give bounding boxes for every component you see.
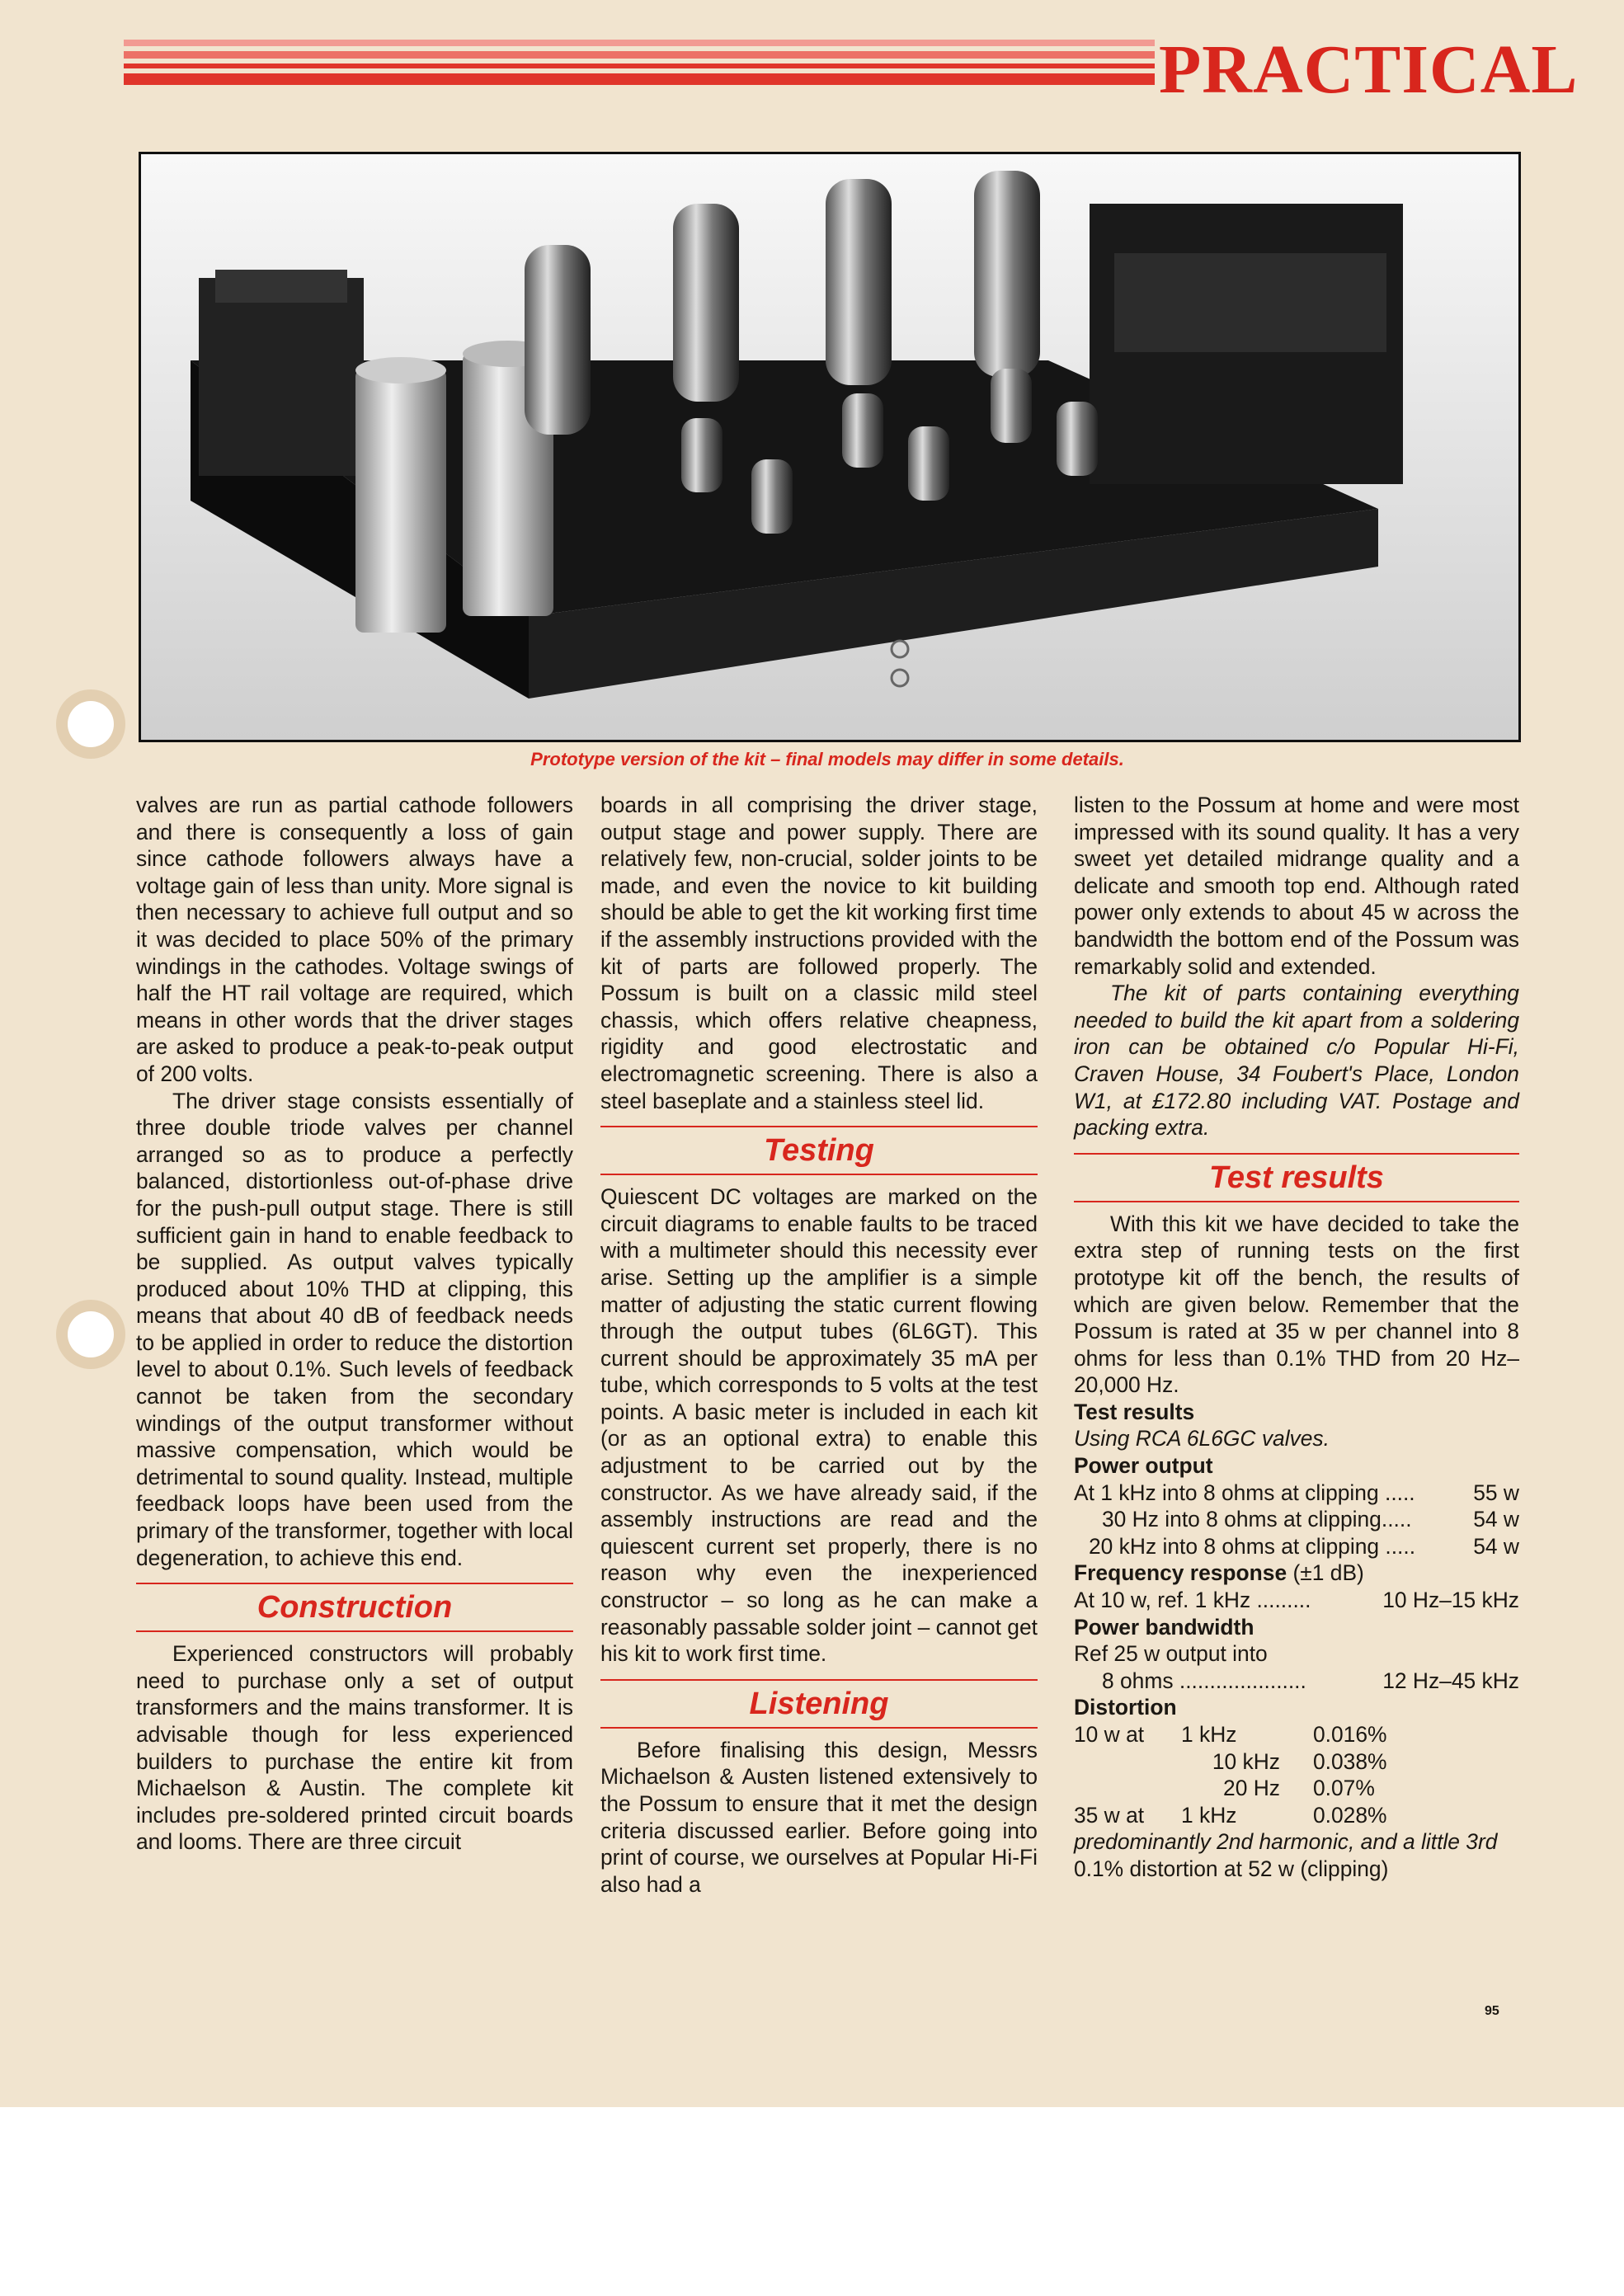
- col1-paragraph-3: Experienced constructors will probably need to purchase only a set of output transformers and the mains transformer. It is advisable though for less experienced builders to purchase the entire kit from Michaelson & Austin. The complete kit includes pre-soldered printed circuit boards and looms. There are three circuit: [136, 1641, 573, 1855]
- column-3: [1074, 792, 1519, 1883]
- distortion-frequency: 1 kHz: [1181, 1722, 1237, 1747]
- heading-listening: Listening: [749, 1686, 889, 1721]
- heading-construction: Construction: [257, 1590, 453, 1626]
- frequency-response-row: [1074, 1587, 1519, 1614]
- section-heading-listening: [600, 1679, 1038, 1729]
- distortion-frequency: 10 kHz: [1212, 1748, 1280, 1774]
- distortion-value: 0.016%: [1313, 1722, 1387, 1747]
- frequency-response-value: 10 Hz–15 kHz: [1382, 1588, 1519, 1613]
- col1-paragraph-2: The driver stage consists essentially of three double triode valves per channel arranged so as to produce a perfectly balanced, distortionless out-of-phase drive for the push-pull output stage. There is still sufficient gain in hand to enable feedback to be supplied. As output valves typically produced about 10% THD at clipping, this means that about 40 dB of feedback needs to be applied in order to reduce the distortion level to about 0.1%. Such levels of feedback cannot be taken from the secondary windings of the output transformer without massive compensation, which would be detrimental to sound quality. Instead, multiple feedback loops have been used from the primary of the transformer, together with local degeneration, to achieve this end.: [136, 1088, 573, 1570]
- column-2: [600, 792, 1038, 1898]
- test-results-title: Test results: [1074, 1399, 1195, 1424]
- power-output-value: 54 w: [1473, 1533, 1519, 1559]
- frequency-response-tolerance: (±1 dB): [1292, 1560, 1364, 1586]
- heading-rule-bottom: [1074, 1201, 1519, 1202]
- power-output-condition: At 1 kHz into 8 ohms at clipping .....: [1074, 1480, 1415, 1505]
- heading-rule-bottom: [136, 1630, 573, 1632]
- harmonic-note: predominantly 2nd harmonic, and a little 3rd: [1074, 1829, 1498, 1855]
- power-output-condition: 30 Hz into 8 ohms at clipping.....: [1102, 1507, 1412, 1532]
- col3-paragraph-3: With this kit we have decided to take the extra step of running tests on the first prototype kit off the bench, the results of which are given below. Remember that the Possum is rated at 35 w per channel into 8 ohms for less than 0.1% THD from 20 Hz–20,000 Hz.: [1074, 1211, 1519, 1398]
- frequency-response-condition: At 10 w, ref. 1 kHz .........: [1074, 1588, 1311, 1613]
- heading-test-results: Test results: [1209, 1160, 1384, 1195]
- frequency-response-heading: [1074, 1560, 1519, 1587]
- power-bandwidth-row: [1074, 1668, 1519, 1695]
- distortion-frequency: 1 kHz: [1181, 1802, 1237, 1828]
- distortion-table: [1074, 1721, 1519, 1828]
- power-output-row: [1074, 1533, 1519, 1560]
- distortion-value: 0.028%: [1313, 1802, 1387, 1828]
- distortion-power: 35 w at: [1074, 1802, 1145, 1828]
- section-heading-test-results: [1074, 1153, 1519, 1202]
- distortion-power: 10 w at: [1074, 1722, 1145, 1747]
- col3-paragraph-1: listen to the Possum at home and were most impressed with its sound quality. It has a very sweet yet detailed midrange quality and a delicate and smooth top end. Although rated power only extends to about 45 w across the bandwidth the bottom end of the Possum was remarkably solid and extended.: [1074, 793, 1519, 979]
- punch-hole-top: [68, 701, 114, 747]
- power-bandwidth-ref: Ref 25 w output into: [1074, 1641, 1268, 1667]
- photo-caption: Prototype version of the kit – final models may differ in some details.: [530, 749, 1124, 769]
- power-bandwidth-label: Power bandwidth: [1074, 1614, 1254, 1640]
- amplifier-photo: [139, 152, 1521, 742]
- column-1: [136, 792, 573, 1856]
- power-output-condition: 20 kHz into 8 ohms at clipping .....: [1089, 1533, 1416, 1559]
- distortion-value: 0.07%: [1313, 1776, 1375, 1801]
- punch-hole-bottom: [68, 1311, 114, 1357]
- col2-paragraph-3: Before finalising this design, Messrs Michaelson & Austen listened extensively to the Possum to ensure that it met the design criteria discussed earlier. Before going into print of course, we ourselves at Popular Hi-Fi also had a: [600, 1737, 1038, 1897]
- section-heading-testing: [600, 1126, 1038, 1175]
- power-output-value: 54 w: [1473, 1507, 1519, 1532]
- valve-amplifier-illustration: [141, 154, 1518, 740]
- power-bandwidth-value: 12 Hz–45 kHz: [1382, 1668, 1519, 1693]
- clipping-note: 0.1% distortion at 52 w (clipping): [1074, 1856, 1389, 1881]
- power-output-row: [1074, 1506, 1519, 1533]
- col2-paragraph-1: boards in all comprising the driver stage, output stage and power supply. There are relatively few, non-crucial, solder joints to be made, and even the novice to kit building should be able to get the kit working first time if the assembly instructions provided with the kit of parts are followed properly. The Possum is built on a classic mild steel chassis, which offers relative cheapness, rigidity and good electrostatic and electromagnetic screening. There is also a steel baseplate and a stainless steel lid.: [600, 793, 1038, 1113]
- page-number: 95: [1485, 2004, 1499, 2018]
- heading-rule-bottom: [600, 1174, 1038, 1175]
- header-stripes: [124, 40, 1155, 89]
- distortion-value: 0.038%: [1313, 1748, 1387, 1774]
- masthead: PRACTICAL: [1159, 31, 1579, 108]
- frequency-response-label: Frequency response: [1074, 1560, 1287, 1586]
- heading-rule-bottom: [600, 1727, 1038, 1729]
- col3-paragraph-2: The kit of parts containing everything needed to build the kit apart from a soldering iron can be obtained c/o Popular Hi-Fi, Craven House, 34 Foubert's Place, London W1, at £172.80 including VAT. Postage and packing extra.: [1074, 981, 1519, 1141]
- col2-paragraph-2: Quiescent DC voltages are marked on the circuit diagrams to enable faults to be traced with a multimeter should this necessity ever arise. Setting up the amplifier is a simple matter of adjusting the static current flowing through the output tubes (6L6GT). This current should be approximately 35 mA per tube, which corresponds to 5 volts at the test points. A basic meter is included in each kit (or as an optional extra) to enable this adjustment to be carried out by the constructor. As we have already said, if the assembly instructions are read and the quiescent current set properly, there is no reason why even the inexperienced constructor – so long as he can make a reasonably passable solder joint – cannot get his kit to work first time.: [600, 1184, 1038, 1667]
- distortion-label: Distortion: [1074, 1695, 1177, 1720]
- section-heading-construction: [136, 1583, 573, 1632]
- test-results-valves: Using RCA 6L6GC valves.: [1074, 1426, 1330, 1451]
- power-bandwidth-condition: 8 ohms .....................: [1102, 1668, 1306, 1693]
- distortion-frequency: 20 Hz: [1223, 1776, 1280, 1801]
- col1-paragraph-1: valves are run as partial cathode followers and there is consequently a loss of gain since cathode followers always have a voltage gain of less than unity. More signal is then necessary to achieve full output and so it was decided to place 50% of the primary windings in the cathodes. Voltage swings of half the HT rail voltage are required, which means in other words that the driver stages are asked to produce a peak-to-peak output of 200 volts.: [136, 793, 573, 1086]
- power-output-row: [1074, 1480, 1519, 1507]
- power-output-label: Power output: [1074, 1453, 1213, 1479]
- heading-testing: Testing: [764, 1133, 874, 1169]
- power-output-value: 55 w: [1473, 1480, 1519, 1505]
